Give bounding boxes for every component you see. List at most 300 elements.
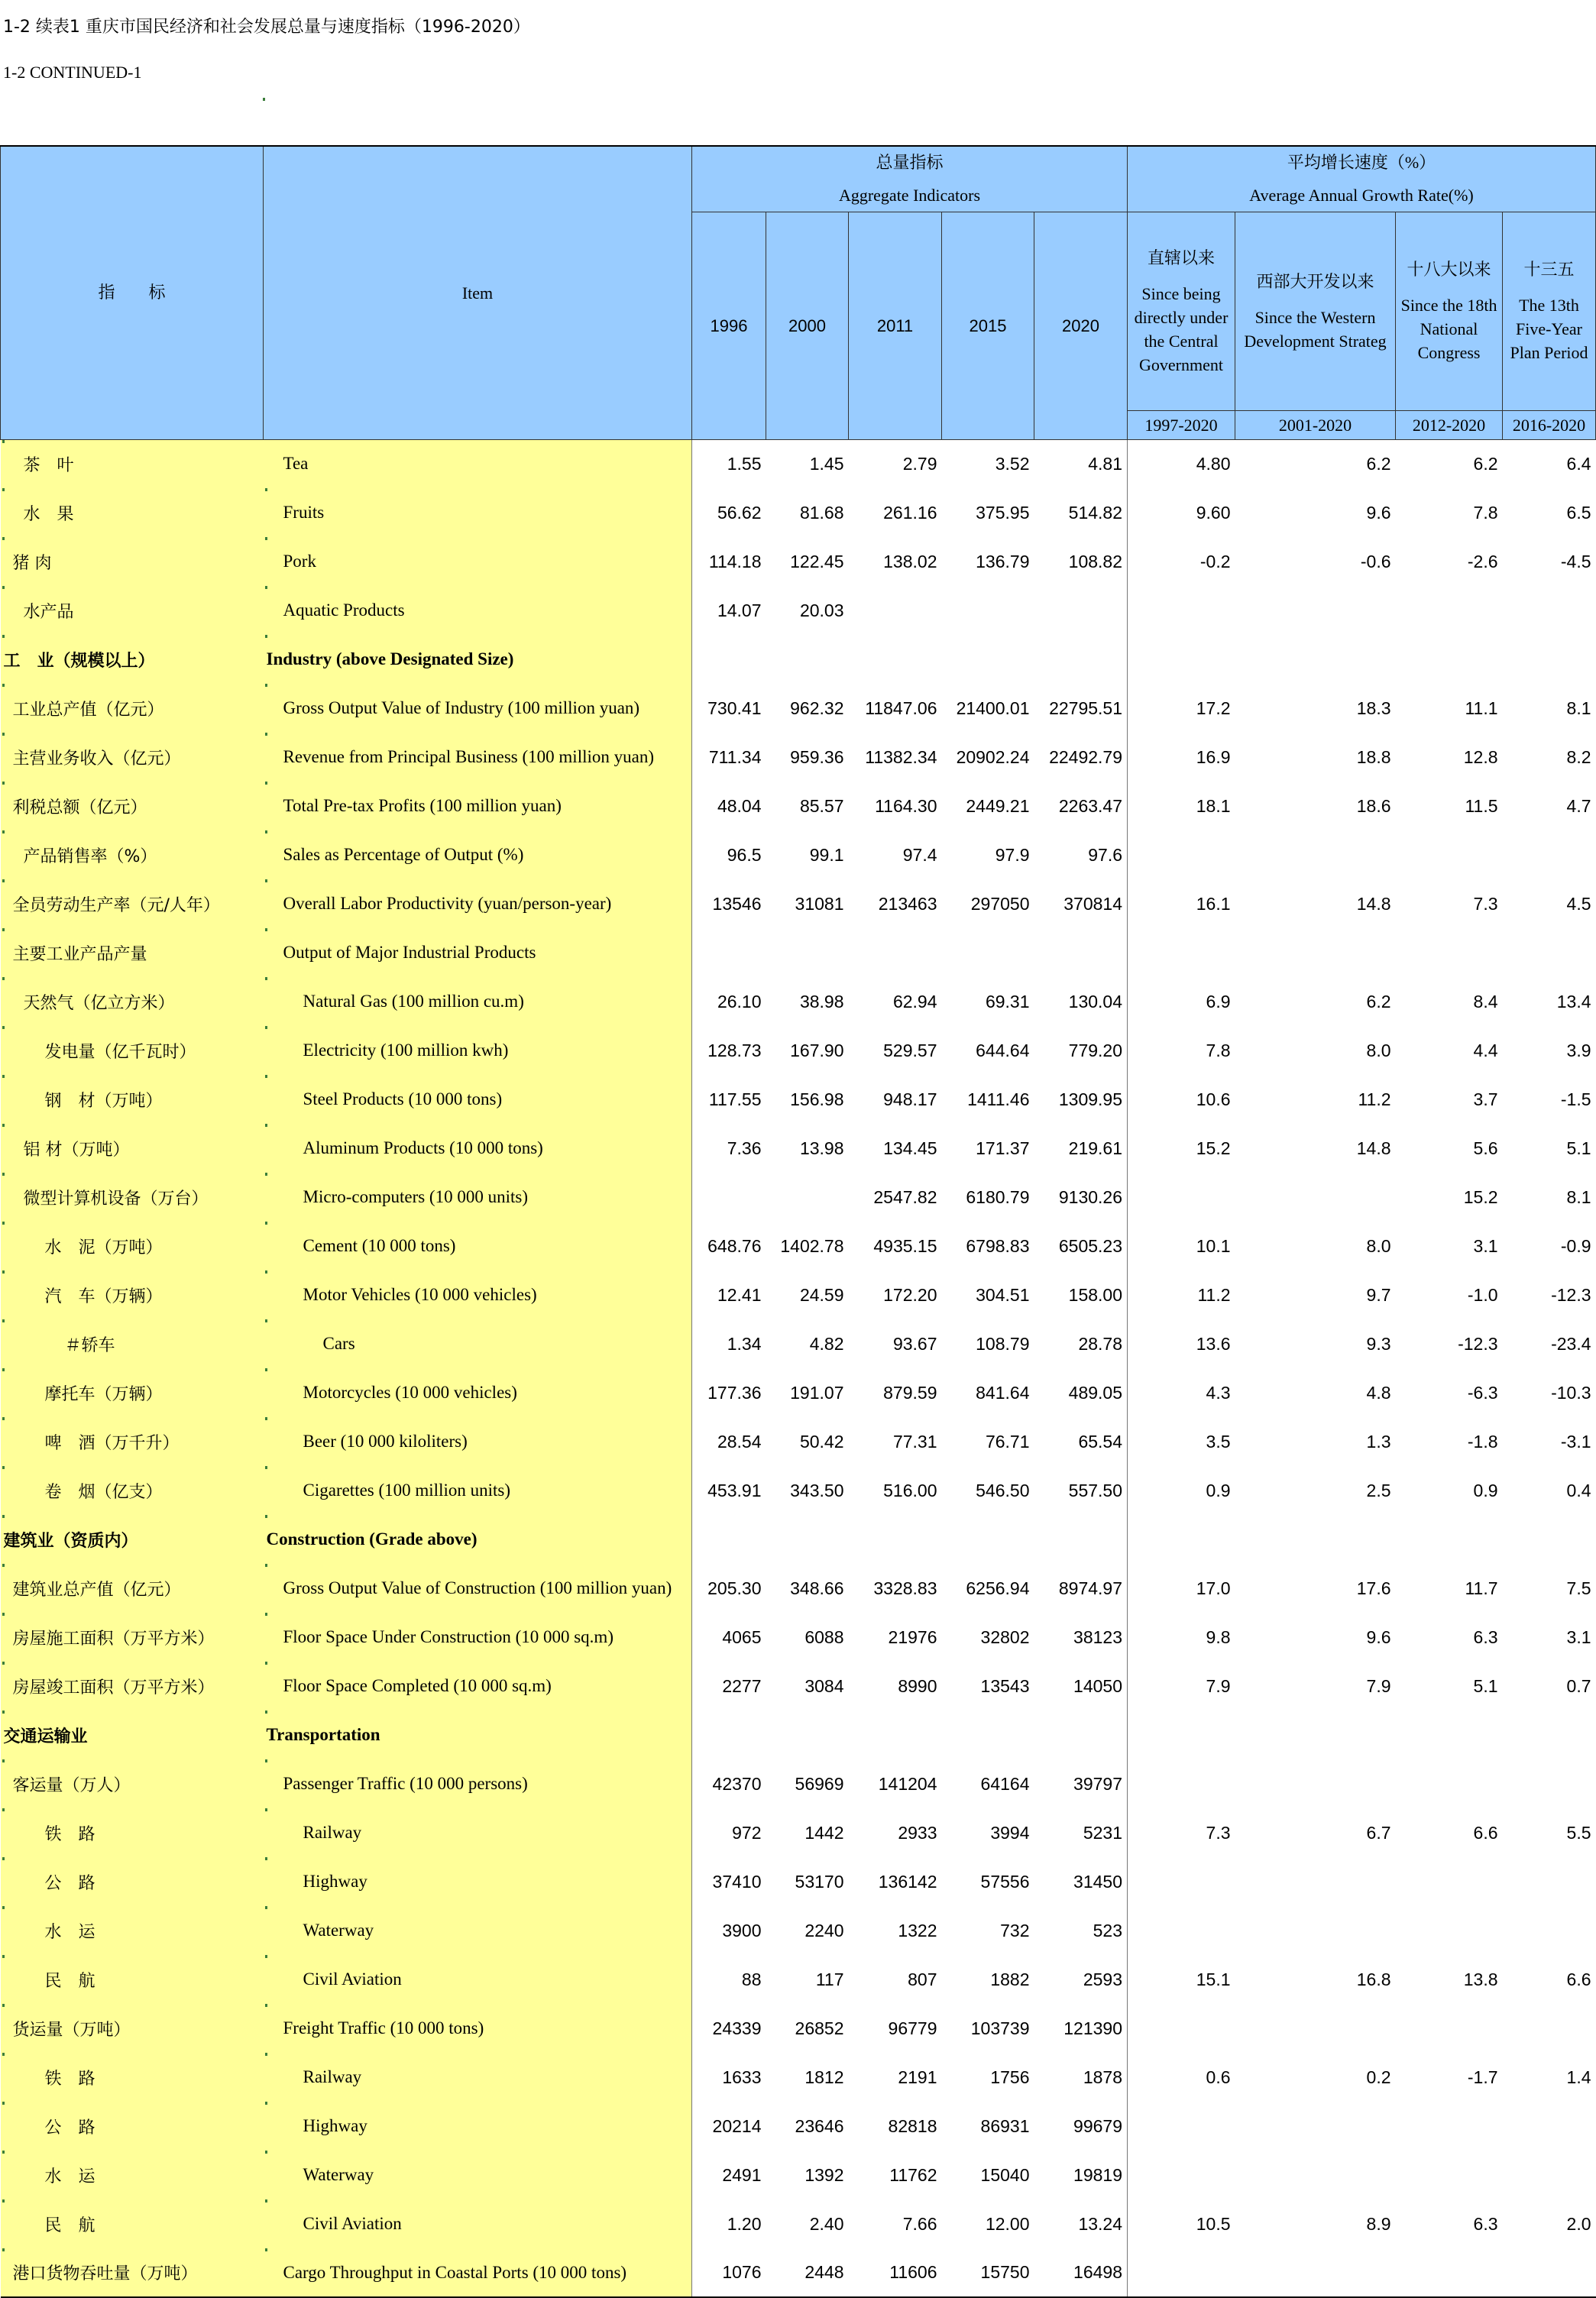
row-label-cn-text: 茶 叶 xyxy=(23,455,74,475)
cell-marker xyxy=(265,1759,267,1762)
growth-rate-cell xyxy=(1396,1759,1503,1808)
row-label-cn xyxy=(1,684,264,733)
growth-rate-cell: 4.5 xyxy=(1566,893,1591,914)
growth-rate-cell: 2.0 xyxy=(1566,2213,1591,2234)
cell-marker xyxy=(265,733,267,736)
row-label-en-text: Output of Major Industrial Products xyxy=(283,943,536,962)
table-row xyxy=(1,439,1596,488)
row-label-en-text: Aquatic Products xyxy=(283,600,405,620)
row-label-cn-text: 房屋施工面积（万平方米） xyxy=(12,1629,215,1649)
growth-rate-cell: 6.6 xyxy=(1566,1969,1591,1989)
row-label-en xyxy=(264,830,692,879)
row-label-en xyxy=(264,2151,692,2199)
growth-rate-cell xyxy=(1503,1515,1596,1564)
growth-rate-cell: 17.2 xyxy=(1196,697,1231,718)
aggregate-value-cell: 158.00 xyxy=(1034,1270,1128,1319)
growth-rate-cell: 2.5 xyxy=(1366,1480,1391,1500)
cell-marker xyxy=(2,1515,5,1518)
aggregate-value-cell: 12.00 xyxy=(985,2213,1030,2234)
aggregate-value-cell: 1076 xyxy=(692,2248,766,2297)
table-row xyxy=(1,782,1596,830)
aggregate-value-cell xyxy=(766,1173,849,1222)
cell-marker xyxy=(2,1808,5,1811)
growth-rate-cell: 4.3 xyxy=(1206,1382,1231,1403)
aggregate-value-cell: 86931 xyxy=(980,2115,1030,2136)
aggregate-value-cell: 85.57 xyxy=(799,795,844,816)
row-label-cn-text: 啤 酒（万千升） xyxy=(44,1433,180,1453)
growth-rate-cell: 7.9 xyxy=(1366,1675,1391,1696)
cell-marker xyxy=(265,537,267,540)
row-label-en-text: Civil Aviation xyxy=(303,2214,402,2233)
header-period-range: 2012-2020 xyxy=(1396,410,1503,439)
growth-rate-cell xyxy=(1128,2151,1235,2199)
row-label-en xyxy=(264,1759,692,1808)
row-label-en-text: Industry (above Designated Size) xyxy=(266,649,514,668)
growth-rate-cell: 9.6 xyxy=(1366,502,1391,523)
statistics-table xyxy=(0,145,1596,2298)
row-label-en-text: Cars xyxy=(322,1334,355,1353)
growth-rate-cell: 18.6 xyxy=(1356,795,1391,816)
cell-marker xyxy=(2,1613,5,1616)
aggregate-value-cell: 21976 xyxy=(888,1626,937,1647)
row-label-en-text: Waterway xyxy=(303,1921,374,1940)
aggregate-value-cell: 1442 xyxy=(804,1822,844,1843)
row-label-en xyxy=(264,1075,692,1124)
row-label-cn xyxy=(1,488,264,537)
row-label-cn-text: 交通运输业 xyxy=(3,1727,88,1746)
aggregate-value-cell: 11847.06 xyxy=(865,697,937,718)
cell-marker xyxy=(265,1466,267,1469)
row-label-cn xyxy=(1,1759,264,1808)
aggregate-value-cell: 1812 xyxy=(804,2067,844,2087)
cell-marker xyxy=(2,440,5,443)
cell-marker xyxy=(265,1319,267,1322)
header-item-en: Item xyxy=(264,146,692,439)
growth-rate-cell: 9.7 xyxy=(1366,1284,1391,1305)
header-aggregate-cn: 总量指标 xyxy=(876,153,944,173)
aggregate-value-cell xyxy=(1034,1711,1128,1759)
aggregate-value-cell xyxy=(692,1515,766,1564)
growth-rate-cell xyxy=(1235,830,1396,879)
aggregate-value-cell: 779.20 xyxy=(1034,1026,1128,1075)
growth-rate-cell: 18.3 xyxy=(1356,697,1391,718)
growth-rate-cell xyxy=(1235,635,1396,684)
table-title: 1-2 续表1 重庆市国民经济和社会发展总量与速度指标（1996-2020） xyxy=(3,18,530,37)
aggregate-value-cell: 28.54 xyxy=(717,1431,762,1452)
cell-marker xyxy=(265,1417,267,1420)
period-cn: 十八大以来 xyxy=(1407,260,1491,279)
table-row xyxy=(1,1368,1596,1417)
growth-rate-cell xyxy=(1235,586,1396,635)
growth-rate-cell xyxy=(1235,1173,1396,1222)
row-label-en-text: Electricity (100 million kwh) xyxy=(303,1041,509,1060)
aggregate-value-cell xyxy=(849,635,942,684)
growth-rate-cell: 15.1 xyxy=(1196,1969,1231,1989)
aggregate-value-cell: 39797 xyxy=(1034,1759,1128,1808)
growth-rate-cell xyxy=(1503,2248,1596,2297)
growth-rate-cell: 11.2 xyxy=(1358,1089,1391,1109)
table-row xyxy=(1,1906,1596,1955)
aggregate-value-cell: 26852 xyxy=(795,2018,844,2038)
aggregate-value-cell: 6088 xyxy=(804,1626,844,1647)
growth-rate-cell xyxy=(1396,635,1503,684)
cell-marker xyxy=(265,830,267,833)
aggregate-value-cell: 53170 xyxy=(795,1871,844,1892)
row-label-en-text: Cement (10 000 tons) xyxy=(303,1236,456,1255)
aggregate-value-cell: 11762 xyxy=(889,2164,937,2185)
growth-rate-cell: 6.3 xyxy=(1473,2213,1498,2234)
aggregate-value-cell: 15750 xyxy=(942,2248,1034,2297)
header-period xyxy=(1128,212,1235,410)
aggregate-value-cell: 730.41 xyxy=(707,697,762,718)
row-label-cn-text: 猪 肉 xyxy=(12,553,52,573)
row-label-cn xyxy=(1,2151,264,2199)
row-label-en-text: Waterway xyxy=(303,2165,374,2184)
aggregate-value-cell: 1.55 xyxy=(727,453,762,474)
row-label-cn-text: 铁 路 xyxy=(44,1824,96,1844)
growth-rate-cell xyxy=(1128,830,1235,879)
growth-rate-cell: 3.7 xyxy=(1473,1089,1498,1109)
aggregate-value-cell: 42370 xyxy=(712,1773,762,1794)
table-row xyxy=(1,586,1596,635)
growth-rate-cell: 9.6 xyxy=(1366,1626,1391,1647)
growth-rate-cell xyxy=(1503,1857,1596,1906)
growth-rate-cell xyxy=(1396,586,1503,635)
cell-marker xyxy=(265,1270,267,1274)
growth-rate-cell xyxy=(1396,1906,1503,1955)
row-label-cn xyxy=(1,733,264,782)
cell-marker xyxy=(2,1857,5,1860)
aggregate-value-cell: 4935.15 xyxy=(873,1235,937,1256)
table-row xyxy=(1,2248,1596,2297)
growth-rate-cell: 7.3 xyxy=(1206,1822,1231,1843)
growth-rate-cell: 6.5 xyxy=(1566,502,1591,523)
row-label-cn xyxy=(1,1564,264,1613)
aggregate-value-cell: 4.82 xyxy=(809,1333,844,1354)
aggregate-value-cell: 1309.95 xyxy=(1034,1075,1128,1124)
growth-rate-cell: 4.8 xyxy=(1366,1382,1391,1403)
row-label-en xyxy=(264,977,692,1026)
table-row xyxy=(1,1662,1596,1711)
aggregate-value-cell: 31081 xyxy=(795,893,844,914)
cell-marker xyxy=(265,586,267,589)
growth-rate-cell: 8.4 xyxy=(1473,991,1498,1011)
cell-marker xyxy=(2,879,5,882)
cell-marker xyxy=(2,1466,5,1469)
cell-marker xyxy=(2,977,5,980)
row-label-en xyxy=(264,1564,692,1613)
aggregate-value-cell: 38123 xyxy=(1034,1613,1128,1662)
growth-rate-cell: 5.1 xyxy=(1473,1675,1498,1696)
table-row xyxy=(1,1417,1596,1466)
row-label-en xyxy=(264,1906,692,1955)
cell-marker xyxy=(265,1515,267,1518)
growth-rate-cell xyxy=(1396,2102,1503,2151)
growth-rate-cell: 1.3 xyxy=(1366,1431,1391,1452)
row-label-cn xyxy=(1,1319,264,1368)
row-label-cn xyxy=(1,1711,264,1759)
row-label-cn xyxy=(1,1368,264,1417)
growth-rate-cell xyxy=(1235,1906,1396,1955)
row-label-cn-text: 水 泥（万吨） xyxy=(44,1238,163,1257)
growth-rate-cell: -0.9 xyxy=(1560,1235,1591,1256)
aggregate-value-cell: 13543 xyxy=(980,1675,1030,1696)
row-label-cn-text: 铁 路 xyxy=(44,2069,96,2089)
header-indicator-cn: 指 标 xyxy=(1,146,264,439)
row-label-cn xyxy=(1,1808,264,1857)
row-label-en xyxy=(264,879,692,928)
aggregate-value-cell: 1.45 xyxy=(809,453,844,474)
aggregate-value-cell: 2240 xyxy=(804,1920,844,1940)
row-label-en-text: Aluminum Products (10 000 tons) xyxy=(303,1138,543,1157)
period-cn: 西部大开发以来 xyxy=(1256,271,1374,291)
aggregate-value-cell: 7.66 xyxy=(902,2213,937,2234)
aggregate-value-cell: 2449.21 xyxy=(966,795,1030,816)
table-row xyxy=(1,977,1596,1026)
row-label-en xyxy=(264,1662,692,1711)
aggregate-value-cell xyxy=(692,1173,766,1222)
aggregate-value-cell: 108.79 xyxy=(976,1333,1030,1354)
row-label-cn-text: 公 路 xyxy=(44,1873,96,1893)
row-label-cn-text: 公 路 xyxy=(44,2118,96,2138)
row-label-cn-text: ＃轿车 xyxy=(64,1335,115,1355)
row-label-en-text: Passenger Traffic (10 000 persons) xyxy=(283,1774,528,1793)
aggregate-value-cell: 489.05 xyxy=(1034,1368,1128,1417)
growth-rate-cell xyxy=(1503,635,1596,684)
aggregate-value-cell: 13.24 xyxy=(1034,2199,1128,2248)
aggregate-value-cell: 117 xyxy=(815,1969,844,1989)
growth-rate-cell: -1.7 xyxy=(1467,2067,1498,2087)
aggregate-value-cell: 6798.83 xyxy=(966,1235,1030,1256)
row-label-cn-text: 利税总额（亿元） xyxy=(12,798,147,817)
row-label-en xyxy=(264,1466,692,1515)
aggregate-value-cell xyxy=(942,928,1034,977)
cell-marker xyxy=(2,488,5,491)
row-label-cn-text: 摩托车（万辆） xyxy=(44,1384,163,1404)
row-label-cn-text: 微型计算机设备（万台） xyxy=(23,1189,209,1209)
growth-rate-cell: 8.1 xyxy=(1566,1186,1591,1207)
aggregate-value-cell: 1882 xyxy=(990,1969,1030,1989)
row-label-en-text: Overall Labor Productivity (yuan/person-year) xyxy=(283,894,612,913)
growth-rate-cell xyxy=(1235,2102,1396,2151)
aggregate-value-cell: 348.66 xyxy=(790,1578,844,1598)
aggregate-value-cell: 3084 xyxy=(804,1675,844,1696)
aggregate-value-cell: 2277 xyxy=(722,1675,762,1696)
growth-rate-cell: 7.9 xyxy=(1206,1675,1231,1696)
growth-rate-cell: 16.8 xyxy=(1356,1969,1391,1989)
aggregate-value-cell: 97.6 xyxy=(1034,830,1128,879)
row-label-cn-text: 全员劳动生产率（元/人年） xyxy=(12,895,220,915)
growth-rate-cell: 7.5 xyxy=(1566,1578,1591,1598)
aggregate-value-cell: 711.34 xyxy=(708,746,762,767)
aggregate-value-cell xyxy=(849,928,942,977)
aggregate-value-cell: 122.45 xyxy=(790,551,844,571)
table-row xyxy=(1,1319,1596,1368)
header-aggregate-en: Aggregate Indicators xyxy=(838,186,981,206)
growth-rate-cell: -1.8 xyxy=(1467,1431,1498,1452)
aggregate-value-cell: 1322 xyxy=(898,1920,937,1940)
aggregate-value-cell: 1402.78 xyxy=(780,1235,844,1256)
row-label-cn-text: 货运量（万吨） xyxy=(12,2020,131,2040)
row-label-cn xyxy=(1,1270,264,1319)
table-row xyxy=(1,2151,1596,2199)
aggregate-value-cell: 156.98 xyxy=(790,1089,844,1109)
row-label-en xyxy=(264,1711,692,1759)
cell-marker xyxy=(2,1124,5,1127)
table-row xyxy=(1,830,1596,879)
aggregate-value-cell: 20902.24 xyxy=(956,746,1030,767)
row-label-cn-text: 发电量（亿千瓦时） xyxy=(44,1042,196,1062)
cell-marker xyxy=(265,488,267,491)
aggregate-value-cell: 546.50 xyxy=(976,1480,1030,1500)
aggregate-value-cell xyxy=(1034,635,1128,684)
growth-rate-cell: 0.9 xyxy=(1206,1480,1231,1500)
row-label-cn-text: 房屋竣工面积（万平方米） xyxy=(12,1678,215,1698)
aggregate-value-cell: 121390 xyxy=(1034,2004,1128,2053)
aggregate-value-cell: 191.07 xyxy=(790,1382,844,1403)
aggregate-value-cell: 57556 xyxy=(980,1871,1030,1892)
row-label-cn xyxy=(1,977,264,1026)
cell-marker xyxy=(2,1368,5,1371)
aggregate-value-cell: 8974.97 xyxy=(1034,1564,1128,1613)
cell-marker xyxy=(2,1955,5,1958)
cell-marker xyxy=(265,1711,267,1714)
aggregate-value-cell: 972 xyxy=(732,1822,762,1843)
table-row xyxy=(1,1515,1596,1564)
row-label-cn xyxy=(1,1857,264,1906)
aggregate-value-cell: 32802 xyxy=(980,1626,1030,1647)
growth-rate-cell: 8.1 xyxy=(1566,697,1591,718)
growth-rate-cell: 13.6 xyxy=(1196,1333,1231,1354)
header-growth-cn: 平均增长速度（%） xyxy=(1287,153,1436,173)
cell-marker xyxy=(265,782,267,785)
growth-rate-cell xyxy=(1503,1906,1596,1955)
growth-rate-cell: 18.1 xyxy=(1196,795,1231,816)
header-period xyxy=(1396,212,1503,410)
cell-marker xyxy=(2,2248,5,2251)
aggregate-value-cell: 19819 xyxy=(1034,2151,1128,2199)
aggregate-value-cell: 20214 xyxy=(712,2115,762,2136)
growth-rate-cell xyxy=(1396,830,1503,879)
cell-marker xyxy=(2,1711,5,1714)
header-year: 1996 xyxy=(692,212,766,439)
row-label-en-text: Railway xyxy=(303,1823,362,1842)
cell-marker xyxy=(2,635,5,638)
growth-rate-cell xyxy=(1396,2004,1503,2053)
growth-rate-cell xyxy=(1396,928,1503,977)
aggregate-value-cell: 96.5 xyxy=(727,844,762,865)
period-cn: 十三五 xyxy=(1523,260,1575,279)
growth-rate-cell xyxy=(1235,1857,1396,1906)
cell-marker xyxy=(2,830,5,833)
period-en: Since being directly under the Central Government xyxy=(1134,283,1229,374)
growth-rate-cell: -1.5 xyxy=(1560,1089,1591,1109)
header-year: 2000 xyxy=(766,212,849,439)
aggregate-value-cell: 56969 xyxy=(795,1773,844,1794)
row-label-cn xyxy=(1,879,264,928)
cell-marker xyxy=(265,1368,267,1371)
row-label-cn-text: 产品销售率（%） xyxy=(23,846,157,866)
cell-marker xyxy=(263,98,265,101)
aggregate-value-cell: 96779 xyxy=(888,2018,937,2038)
cell-marker xyxy=(265,2053,267,2056)
aggregate-value-cell: 50.42 xyxy=(799,1431,844,1452)
aggregate-value-cell: 136142 xyxy=(878,1871,937,1892)
row-label-en-text: Gross Output Value of Construction (100 million yuan) xyxy=(283,1578,672,1597)
cell-marker xyxy=(2,1662,5,1665)
aggregate-value-cell: 88 xyxy=(741,1969,762,1989)
aggregate-value-cell: 1164.30 xyxy=(875,795,937,816)
row-label-cn-text: 主营业务收入（亿元） xyxy=(12,749,181,769)
growth-rate-cell xyxy=(1503,928,1596,977)
table-row xyxy=(1,1808,1596,1857)
cell-marker xyxy=(2,1417,5,1420)
aggregate-value-cell: 4065 xyxy=(722,1626,762,1647)
growth-rate-cell xyxy=(1128,1711,1235,1759)
aggregate-value-cell: 879.59 xyxy=(883,1382,937,1403)
growth-rate-cell: 6.4 xyxy=(1566,453,1591,474)
row-label-en xyxy=(264,1515,692,1564)
aggregate-value-cell: 2547.82 xyxy=(873,1186,937,1207)
aggregate-value-cell: 1.34 xyxy=(727,1333,762,1354)
aggregate-value-cell: 99679 xyxy=(1034,2102,1128,2151)
aggregate-value-cell: 8990 xyxy=(898,1675,937,1696)
aggregate-value-cell: 21400.01 xyxy=(956,697,1030,718)
table-row xyxy=(1,488,1596,537)
cell-marker xyxy=(265,2248,267,2251)
aggregate-value-cell: 1.20 xyxy=(727,2213,762,2234)
growth-rate-cell xyxy=(1503,2102,1596,2151)
growth-rate-cell: 9.8 xyxy=(1206,1626,1231,1647)
growth-rate-cell: -23.4 xyxy=(1551,1333,1591,1354)
row-label-en xyxy=(264,488,692,537)
growth-rate-cell: 4.4 xyxy=(1473,1040,1498,1060)
growth-rate-cell xyxy=(1128,1173,1235,1222)
aggregate-value-cell: 64164 xyxy=(980,1773,1030,1794)
growth-rate-cell: 6.9 xyxy=(1206,991,1231,1011)
aggregate-value-cell xyxy=(1034,1515,1128,1564)
row-label-cn xyxy=(1,830,264,879)
growth-rate-cell: 6.2 xyxy=(1366,991,1391,1011)
row-label-cn-text: 天然气（亿立方米） xyxy=(23,993,175,1013)
row-label-en-text: Cargo Throughput in Coastal Ports (10 000 tons) xyxy=(283,2262,627,2282)
table-row xyxy=(1,879,1596,928)
growth-rate-cell: 10.1 xyxy=(1196,1235,1231,1256)
row-label-en xyxy=(264,733,692,782)
aggregate-value-cell: 16498 xyxy=(1034,2248,1128,2297)
aggregate-value-cell: 297050 xyxy=(970,893,1030,914)
cell-marker xyxy=(265,684,267,687)
header-aggregate xyxy=(692,146,1128,212)
growth-rate-cell: 16.1 xyxy=(1196,893,1231,914)
row-label-en xyxy=(264,782,692,830)
row-label-cn xyxy=(1,1515,264,1564)
aggregate-value-cell xyxy=(849,1515,942,1564)
growth-rate-cell xyxy=(1235,2151,1396,2199)
aggregate-value-cell xyxy=(942,635,1034,684)
aggregate-value-cell xyxy=(1034,586,1128,635)
aggregate-value-cell: 2263.47 xyxy=(1034,782,1128,830)
period-en: Since the 18th National Congress xyxy=(1400,296,1497,362)
growth-rate-cell: 11.2 xyxy=(1197,1284,1231,1305)
aggregate-value-cell: 28.78 xyxy=(1034,1319,1128,1368)
aggregate-value-cell: 20.03 xyxy=(799,600,844,620)
aggregate-value-cell: 13546 xyxy=(712,893,762,914)
header-period-range: 2001-2020 xyxy=(1235,410,1396,439)
aggregate-value-cell: 48.04 xyxy=(717,795,762,816)
aggregate-value-cell: 22492.79 xyxy=(1034,733,1128,782)
aggregate-value-cell: 76.71 xyxy=(985,1431,1030,1452)
